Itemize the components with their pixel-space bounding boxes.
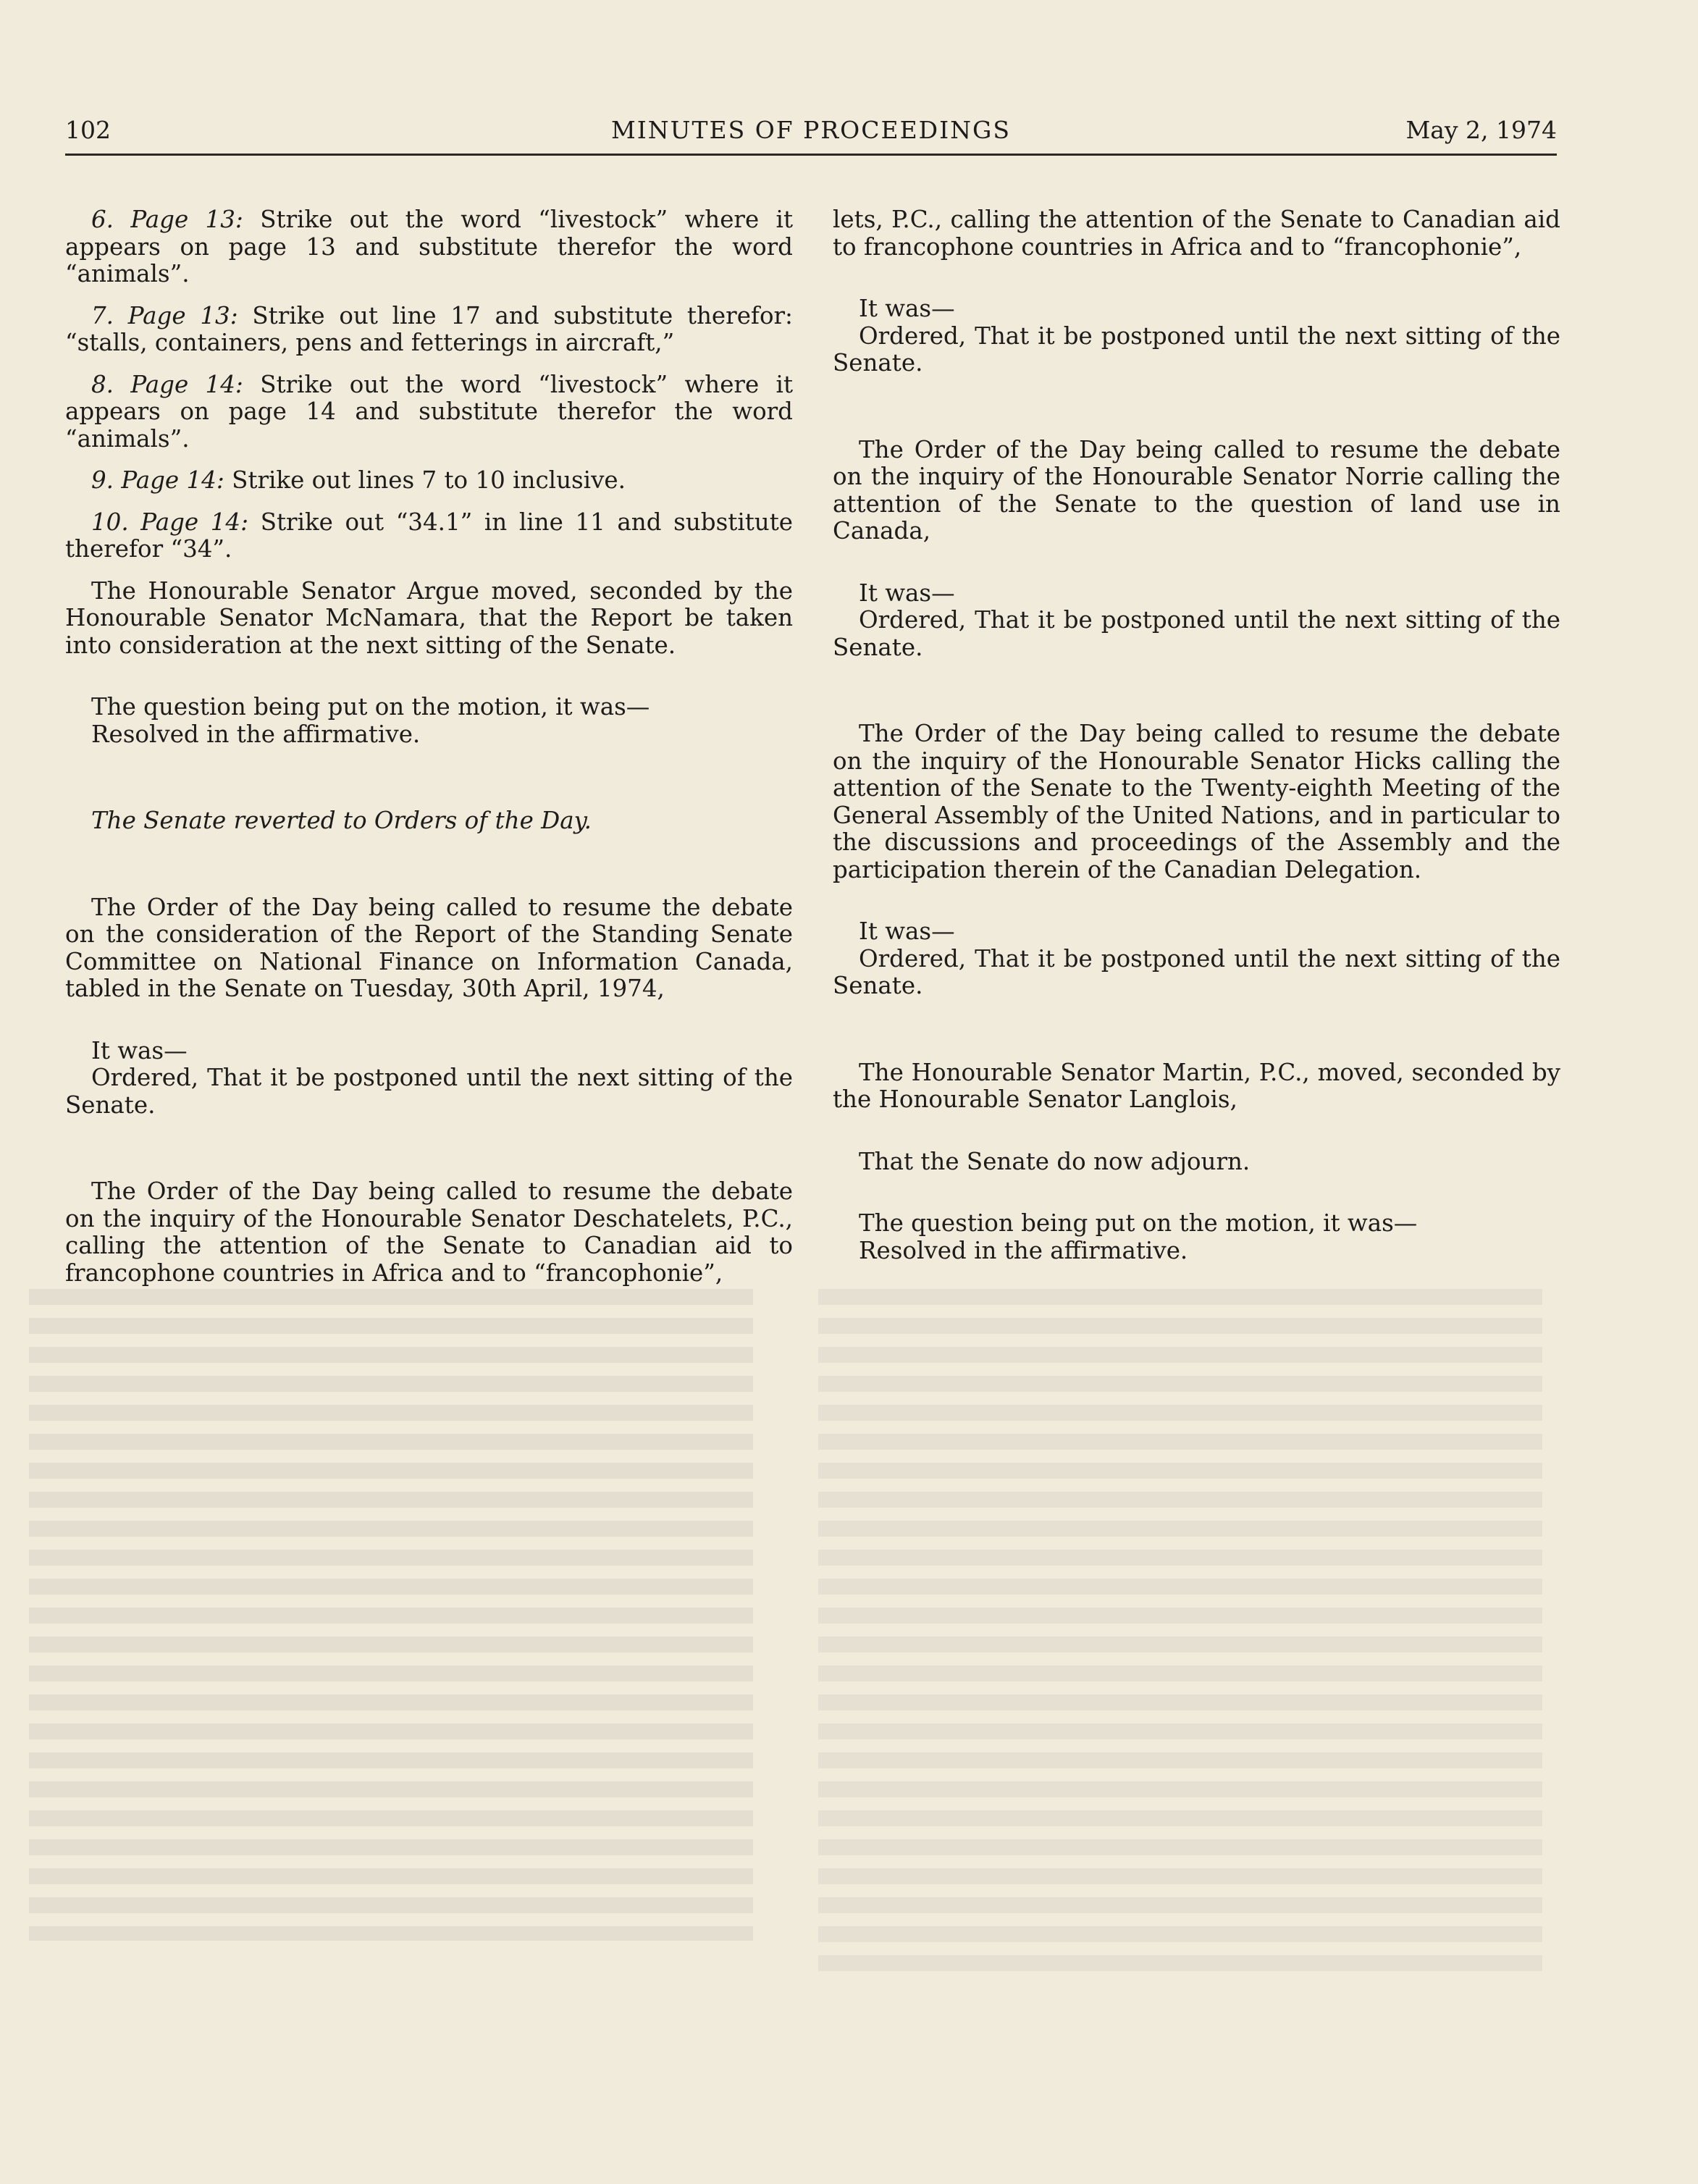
amendment-label: 7. Page 13: bbox=[91, 301, 238, 329]
question-line: The question being put on the motion, it was— bbox=[859, 1209, 1418, 1237]
order-deschatelets: The Order of the Day being called to resume the debate on the inquiry of the Honourable Senator Deschatelets, P.C., calling the attention of the Senate to Canadian aid to francophone countries in Africa and to “francophonie”, bbox=[65, 1177, 793, 1287]
show-through-right bbox=[818, 1289, 1542, 1977]
it-was: It was— bbox=[91, 1036, 188, 1064]
question-line: The question being put on the motion, it was— bbox=[91, 693, 650, 721]
header-rule bbox=[65, 154, 1557, 156]
amendment-10: 10. Page 14: Strike out “34.1” in line 11 and substitute therefor “34”. bbox=[65, 508, 793, 563]
amendment-9: 9. Page 14: Strike out lines 7 to 10 inclusive. bbox=[91, 466, 626, 494]
amendment-label: 8. Page 14: bbox=[91, 370, 243, 398]
resolved-line: Resolved in the affirmative. bbox=[91, 720, 421, 748]
martin-motion: The Honourable Senator Martin, P.C., moved, seconded by the Honourable Senator Langlois, bbox=[833, 1058, 1560, 1113]
order-norrie: The Order of the Day being called to resume the debate on the inquiry of the Honourable Senator Norrie calling the attention of the Senate to the question of land use in Canada, bbox=[833, 435, 1560, 545]
amendment-label: 10. Page 14: bbox=[91, 508, 249, 536]
deschatelets-continuation: lets, P.C., calling the attention of the Senate to Canadian aid to francophone countries in Africa and to “francophonie”, bbox=[833, 206, 1560, 261]
page-header bbox=[65, 116, 1557, 151]
amendment-7: 7. Page 13: Strike out line 17 and substitute therefor: “stalls, containers, pens and fetterings in aircraft,” bbox=[65, 301, 794, 356]
show-through-left bbox=[29, 1289, 753, 1941]
right-column bbox=[833, 206, 1560, 1279]
page-date: May 2, 1974 bbox=[1405, 116, 1557, 144]
amendment-8: 8. Page 14: Strike out the word “livestock” where it appears on page 14 and substitute therefor the word “animals”. bbox=[65, 370, 794, 453]
order-hicks: The Order of the Day being called to resume the debate on the inquiry of the Honourable Senator Hicks calling the attention of the Senate to the Twenty-eighth Meeting of the General Assembly of the United Nations, and in particular to the discussions and proceedings of the Assembly and the participation therein of the Canadian Delegation. bbox=[833, 720, 1560, 883]
ordered: Ordered, That it be postponed until the next sitting of the Senate. bbox=[833, 322, 1560, 377]
order-finance: The Order of the Day being called to resume the debate on the consideration of the Report of the Standing Senate Committee on National Finance on Information Canada, tabled in the Senate on Tuesday, 30th April, 1974, bbox=[65, 893, 793, 1002]
page-title: MINUTES OF PROCEEDINGS bbox=[610, 116, 1012, 144]
resolved-line: Resolved in the affirmative. bbox=[859, 1236, 1188, 1264]
it-was: It was— bbox=[859, 579, 955, 607]
it-was: It was— bbox=[859, 295, 955, 322]
amendment-6: 6. Page 13: Strike out the word “livestock” where it appears on page 13 and substitute therefor the word “animals”. bbox=[65, 206, 794, 287]
reverted-heading: The Senate reverted to Orders of the Day. bbox=[91, 807, 592, 834]
adjourn-motion: That the Senate do now adjourn. bbox=[859, 1147, 1251, 1175]
it-was: It was— bbox=[859, 917, 955, 945]
page-number: 102 bbox=[65, 116, 111, 144]
amendment-label: 9. Page 14: bbox=[91, 466, 224, 494]
amendment-label: 6. Page 13: bbox=[91, 206, 243, 233]
argue-motion: The Honourable Senator Argue moved, seconded by the Honourable Senator McNamara, that the Report be taken into consideration at the next sitting of the Senate. bbox=[65, 576, 793, 659]
ordered: Ordered, That it be postponed until the next sitting of the Senate. bbox=[833, 944, 1560, 999]
ordered: Ordered, That it be postponed until the next sitting of the Senate. bbox=[65, 1064, 793, 1119]
ordered: Ordered, That it be postponed until the next sitting of the Senate. bbox=[833, 606, 1560, 661]
left-column bbox=[65, 206, 794, 1287]
